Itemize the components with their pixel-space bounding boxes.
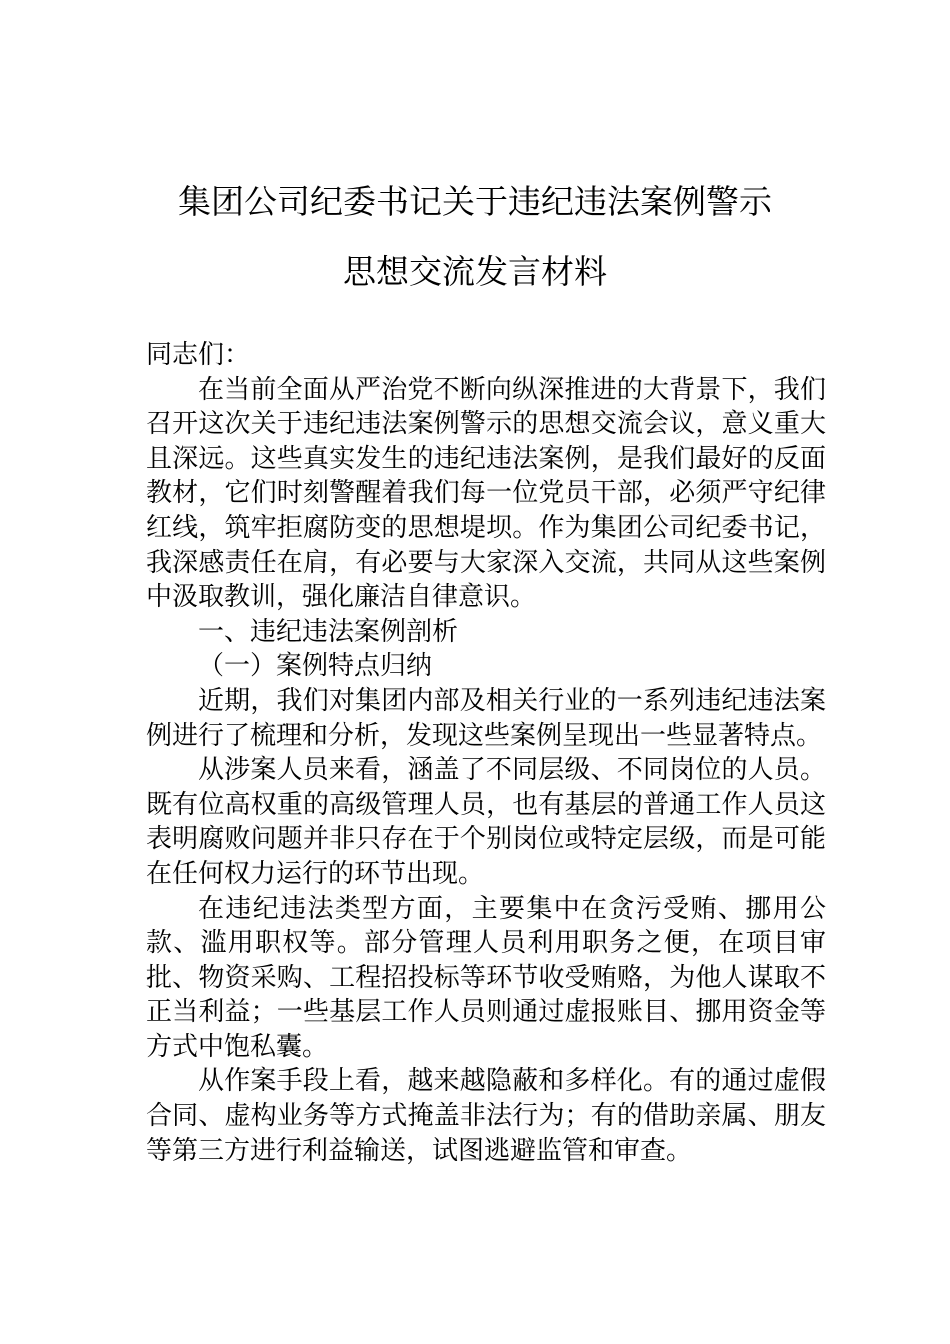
document-body xyxy=(146,338,826,1168)
paragraph-methods: 从作案手段上看，越来越隐蔽和多样化。有的通过虚假合同、虚构业务等方式掩盖非法行为；有的借助亲属、朋友等第三方进行利益输送，试图逃避监管和审查。 xyxy=(146,1066,826,1166)
subsection-heading-1: （一）案例特点归纳 xyxy=(198,651,433,682)
document-title-line-1: 集团公司纪委书记关于违纪违法案例警示 xyxy=(178,182,772,221)
salutation: 同志们： xyxy=(146,340,251,370)
intro-paragraph: 在当前全面从严治党不断向纵深推进的大背景下，我们召开这次关于违纪违法案例警示的思想交流会议，意义重大且深远。这些真实发生的违纪违法案例，是我们最好的反面教材，它们时刻警醒着我们每一位党员干部，必须严守纪律红线，筑牢拒腐防变的思想堤坝。作为集团公司纪委书记，我深感责任在肩，有必要与大家深入交流，共同从这些案例中汲取教训，强化廉洁自律意识。 xyxy=(146,374,826,613)
section-heading-1: 一、违纪违法案例剖析 xyxy=(198,616,459,647)
paragraph-case-overview: 近期，我们对集团内部及相关行业的一系列违纪违法案例进行了梳理和分析，发现这些案例呈现出一些显著特点。 xyxy=(146,685,826,751)
paragraph-personnel: 从涉案人员来看，涵盖了不同层级、不同岗位的人员。既有位高权重的高级管理人员，也有基层的普通工作人员这表明腐败问题并非只存在于个别岗位或特定层级，而是可能在任何权力运行的环节出现。 xyxy=(146,755,826,889)
paragraph-violation-types: 在违纪违法类型方面，主要集中在贪污受贿、挪用公款、滥用职权等。部分管理人员利用职务之便，在项目审批、物资采购、工程招投标等环节收受贿赂，为他人谋取不正当利益；一些基层工作人员则通过虚报账目、挪用资金等方式中饱私囊。 xyxy=(146,893,826,1062)
document-title-line-2: 思想交流发言材料 xyxy=(343,252,607,291)
